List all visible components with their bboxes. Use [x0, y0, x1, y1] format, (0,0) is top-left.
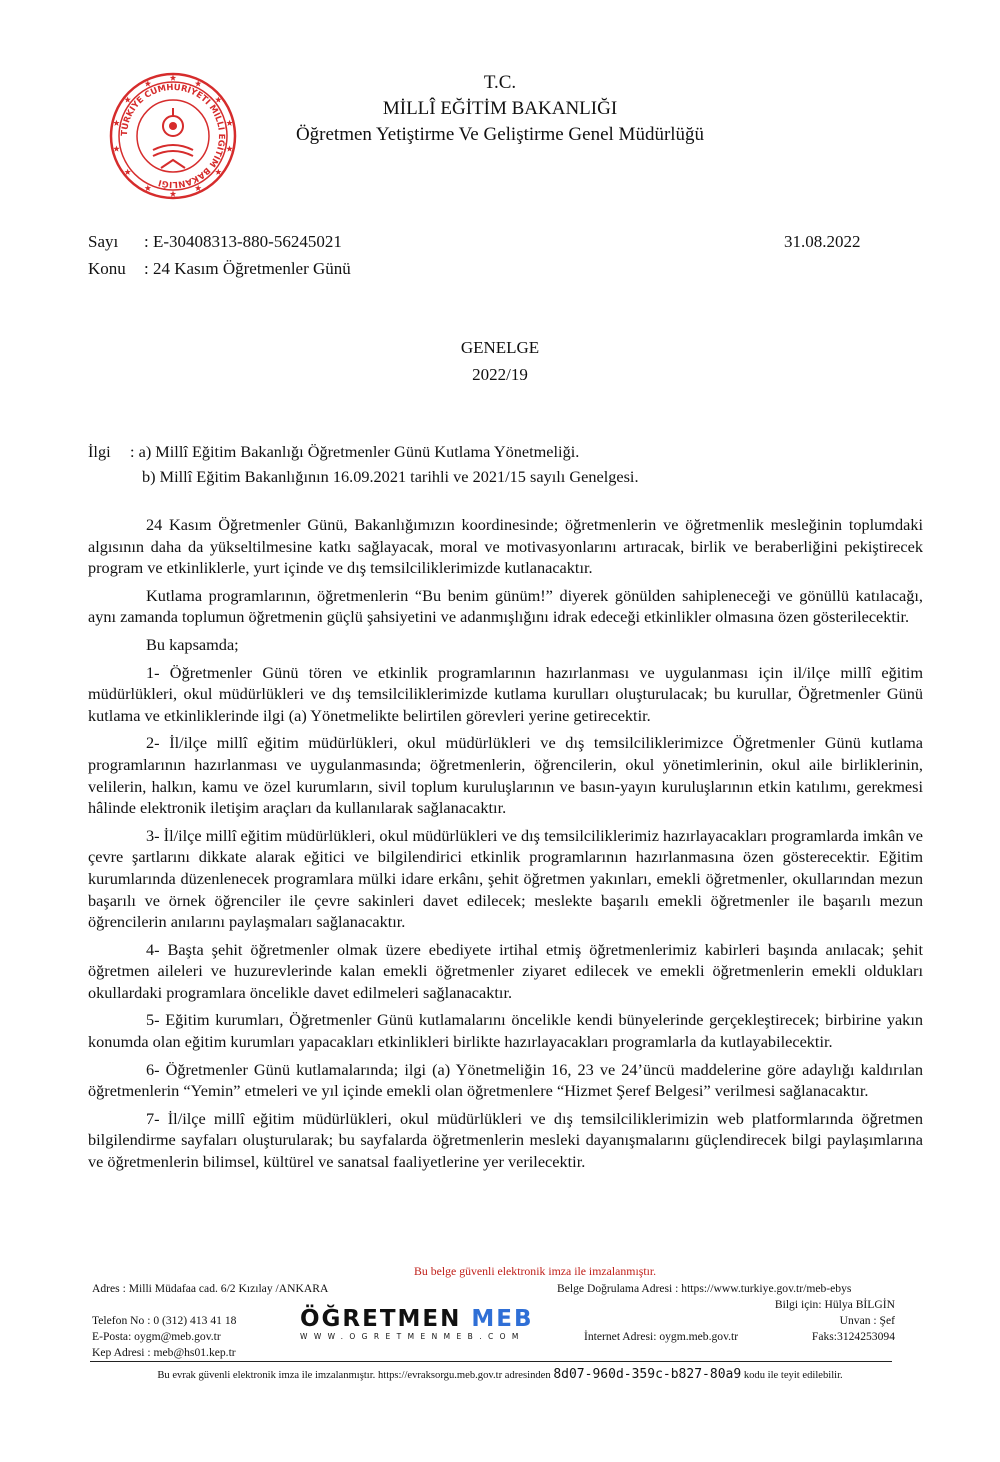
body-paragraph: 2- İl/ilçe millî eğitim müdürlükleri, okul müdürlükleri ve dış temsilciliklerimizce Öğretmenler Günü kutlama programlarının hazırlanması ve uygulanmasında; öğretmenlerin, öğrencilerin, okul yönetimlerinin, okul aile birliklerinin, velilerin, halkın, kamu ve özel kurumların, sivil toplum kuruluşlarının ve basın-yayın kuruluşlarının etkin katılımı, gerekmesi hâlinde elektronik iletişim araçları da kullanılarak sağlanacaktır. [88, 733, 923, 818]
footer-divider [90, 1361, 892, 1362]
footer-email: E-Posta: oygm@meb.gov.tr [92, 1330, 221, 1343]
logo-text-accent: MEB [471, 1306, 534, 1332]
seal-star-icon [195, 185, 201, 191]
header-ministry: MİLLÎ EĞİTİM BAKANLIĞI [382, 98, 618, 119]
footer-phone: Telefon No : 0 (312) 413 41 18 [92, 1314, 237, 1327]
konu-label: Konu [88, 259, 126, 278]
footer-info-for: Bilgi için: Hülya BİLGİN [774, 1298, 895, 1311]
footer-internet: İnternet Adresi: oygm.meb.gov.tr [584, 1330, 739, 1343]
signed-note: Bu belge güvenli elektronik imza ile imzalanmıştır. [414, 1264, 657, 1278]
ilgi-b: b) Millî Eğitim Bakanlığının 16.09.2021 tarihli ve 2021/15 sayılı Genelgesi. [142, 467, 639, 486]
document-date: 31.08.2022 [784, 232, 861, 251]
body-paragraph: Bu kapsamda; [146, 634, 239, 654]
ogretmenmeb-logo [300, 1306, 562, 1341]
body-paragraph: 6- Öğretmenler Günü kutlamalarında; ilgi (a) Yönetmeliğin 16, 23 ve 24’üncü maddelerine göre adaylığı kaldırılan öğretmenlerin “Yemin” etmeleri ve yıl içinde emekli olan öğretmenlere “Hizmet Şeref Belgesi” verilmesi sağlanacaktır. [88, 1059, 923, 1101]
body-paragraph: 3- İl/ilçe millî eğitim müdürlükleri, okul müdürlükleri ve dış temsilciliklerimiz hazırlayacakları programlarda imkân ve çevre şartlarını dikkate alarak eğitici ve bilgilendirici etkinlik programlarının hazırlanmasına özen gösterecektir. Eğitim kurumlarında düzenlenecek programlara mülki idare erkânı, şehit öğretmen yakınları, emekli öğretmenler, okullarından mezun başarılı ve örnek öğrenciler ile çevre sakinleri davet edilecek; meslekte başarılı emekli öğretmenler ile başarılı mezun öğrencilerin anılarını paylaşmaları sağlanacaktır. [88, 825, 923, 932]
seal-star-icon [170, 191, 176, 197]
ilgi-a: : a) Millî Eğitim Bakanlığı Öğretmenler Günü Kutlama Yönetmeliği. [130, 442, 580, 461]
footer-kep: Kep Adresi : meb@hs01.kep.tr [92, 1346, 236, 1359]
seal-text: TÜRKİYE CUMHURİYETİ MİLLÎ EĞİTİM BAKANLIĞI [119, 82, 227, 190]
ilgi-label: İlgi [88, 442, 111, 461]
body-paragraph: 24 Kasım Öğretmenler Günü, Bakanlığımızın koordinesinde; öğretmenlerin ve öğretmenlik mesleğinin toplumdaki algısının daha da yükseltilmesine katkı sağlayacak, moral ve motivasyonlarını artıracak, birlik ve beraberliğini pekiştirecek program ve etkinliklerle, yurt içinde ve dış temsilciliklerimizde kutlanacaktır. [88, 515, 923, 578]
logo-text-main: ÖĞRETMEN [300, 1306, 462, 1332]
logo-text-sub: WWW.OGRETMENMEB.COM [300, 1332, 525, 1341]
body-paragraph: 1- Öğretmenler Günü tören ve etkinlik programlarının hazırlanması ve uygulanması için il/ilçe millî eğitim müdürlükleri, okul müdürlükleri ve dış temsilciliklerimizde kutlama kurulları oluşturulacak; bu kurullar, Öğretmenler Günü kutlama ve etkinliklerinde ilgi (a) Yönetmelikte belirtilen görevleri yerine getirecektir. [88, 662, 923, 725]
header-directorate: Öğretmen Yetiştirme Ve Geliştirme Genel Müdürlüğü [295, 124, 705, 145]
document-number: 2022/19 [472, 365, 528, 384]
verify-code: 8d07-960d-359c-b827-80a9 [553, 1367, 742, 1382]
body-paragraph: 5- Eğitim kurumları, Öğretmenler Günü kutlamalarını öncelikle kendi bünyelerinde gerçekleştirecek; birbirine yakın konumda olan eğitim kurumları yapacakları etkinlikleri birlikte hazırlayacakları programlarla da kutlayabilecektir. [88, 1010, 923, 1052]
footer-address: Adres : Milli Müdafaa cad. 6/2 Kızılay /ANKARA [92, 1282, 329, 1295]
sayi-value: : E-30408313-880-56245021 [144, 232, 342, 251]
header-tc: T.C. [483, 72, 517, 93]
konu-value: : 24 Kasım Öğretmenler Günü [144, 259, 351, 278]
body-paragraph: 4- Başta şehit öğretmenler olmak üzere ebediyete irtihal etmiş öğretmenlerimiz kabirleri başında anılacak; şehit öğretmen aileleri ve huzurevlerinde kalan emekli öğretmenler ziyaret edilecek ve emekli öğretmenlerin emekli oldukları okullardaki programlara öncelikle davet edilmeleri sağlanacaktır. [88, 939, 923, 1002]
document-title: GENELGE [460, 338, 540, 357]
footer-verify-address: Belge Doğrulama Adresi : https://www.turkiye.gov.tr/meb-ebys [557, 1282, 852, 1295]
verify-prefix: Bu evrak güvenli elektronik imza ile imzalanmıştır. https://evraksorgu.meb.gov.tr adresinden [157, 1370, 551, 1381]
footer-title: Unvan : Şef [839, 1314, 895, 1327]
body-paragraph: Kutlama programlarının, öğretmenlerin “Bu benim günüm!” diyerek gönülden sahipleneceği ve gönüllü katılacağı, aynı zamanda toplumun öğretmenin güçlü şahsiyetini ve adanmışlığını idrak edeceği etkinlikler olmasına özen gösterilecektir. [88, 585, 923, 627]
sayi-label: Sayı [88, 232, 119, 251]
footer-fax: Faks:3124253094 [811, 1330, 895, 1343]
document-body [88, 514, 923, 1179]
verification-line [0, 1367, 1000, 1382]
verify-suffix: kodu ile teyit edilebilir. [743, 1370, 843, 1381]
seal-star-icon [145, 185, 151, 191]
body-paragraph: 7- İl/ilçe millî eğitim müdürlükleri, okul müdürlükleri ve dış temsilciliklerimizin web platformlarında öğretmen bilgilendirme sayfaları oluşturularak; bu sayfalarda öğretmenlerin mesleki dayanışmalarını güçlendirecek bilgi paylaşımlarına ve öğretmenlerin bilimsel, kültürel ve sanatsal faaliyetlerine yer verilecektir. [88, 1108, 923, 1172]
